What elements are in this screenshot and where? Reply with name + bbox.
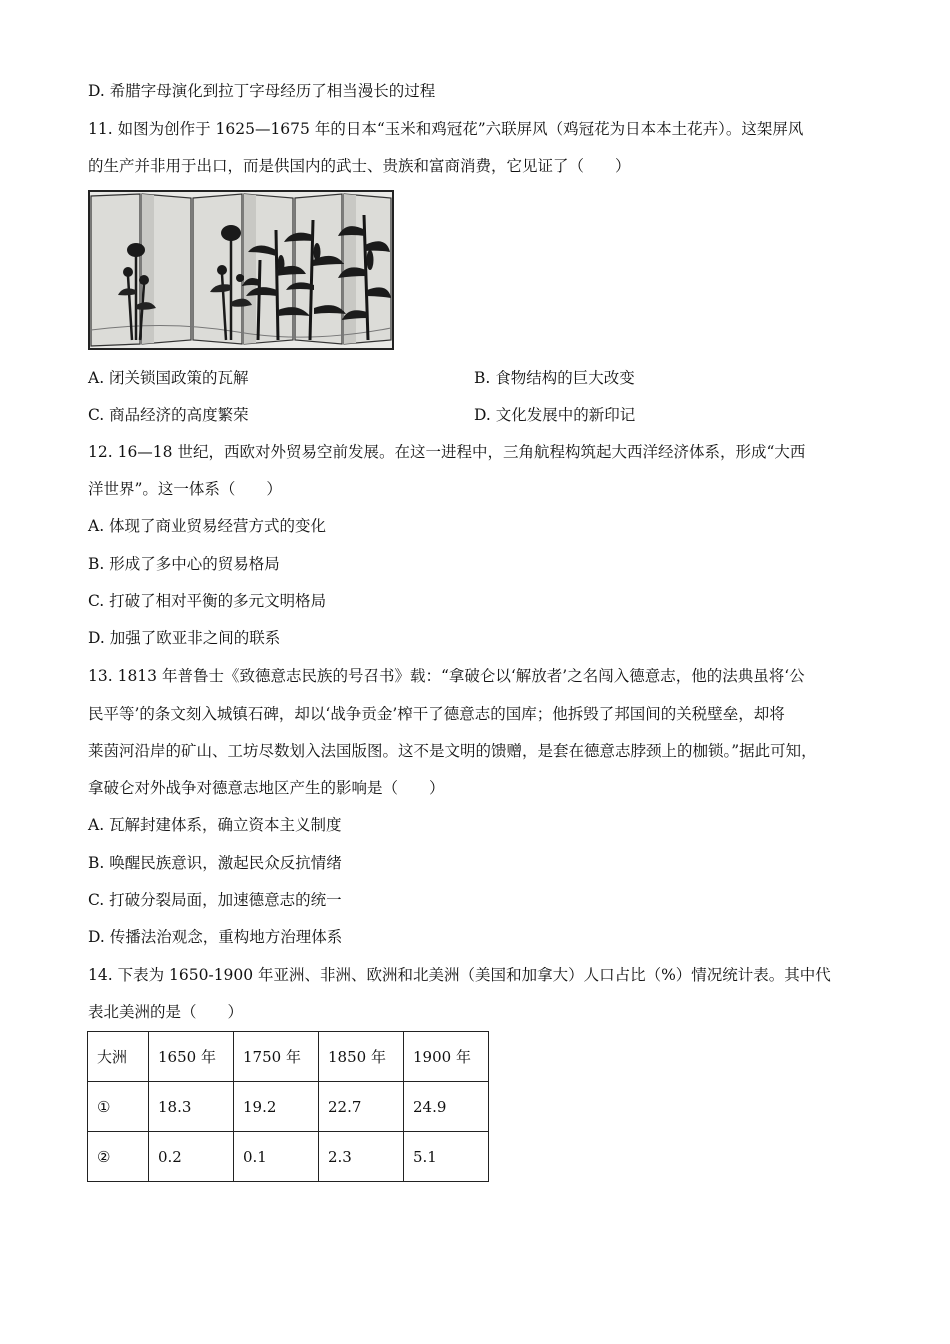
q12-stem-line-2: 洋世界”。这一体系（ ）	[88, 480, 282, 498]
table-cell: ②	[88, 1132, 149, 1182]
q13-option-d: D. 传播法治观念，重构地方治理体系	[88, 928, 343, 946]
q10-option-d: D. 希腊字母演化到拉丁字母经历了相当漫长的过程	[88, 82, 436, 100]
table-cell: 24.9	[404, 1082, 489, 1132]
population-share-table	[87, 1031, 489, 1182]
table-header-cell: 1750 年	[234, 1032, 319, 1082]
table-row	[88, 1082, 489, 1132]
q12-option-a: A. 体现了商业贸易经营方式的变化	[88, 517, 327, 535]
q13-stem-line-4: 拿破仑对外战争对德意志地区产生的影响是（ ）	[88, 779, 445, 797]
q11-stem-line-2: 的生产并非用于出口，而是供国内的武士、贵族和富商消费，它见证了（ ）	[88, 157, 631, 175]
q11-option-d: D. 文化发展中的新印记	[474, 406, 636, 424]
table-cell: 0.2	[149, 1132, 234, 1182]
table-header-cell: 1650 年	[149, 1032, 234, 1082]
q13-stem-line-2: 民平等’的条文刻入城镇石碑，却以‘战争贡金’榨干了德意志的国库；他拆毁了邦国间的关税壁垒，却将	[88, 705, 785, 723]
q12-stem-line-1: 12. 16—18 世纪，西欧对外贸易空前发展。在这一进程中，三角航程构筑起大西洋经济体系，形成“大西	[88, 443, 806, 461]
table-row	[88, 1132, 489, 1182]
q14-stem-line-1: 14. 下表为 1650-1900 年亚洲、非洲、欧洲和北美洲（美国和加拿大）人口占比（%）情况统计表。其中代	[88, 966, 831, 984]
table-cell: 0.1	[234, 1132, 319, 1182]
table-header-cell: 1900 年	[404, 1032, 489, 1082]
table-cell: 2.3	[319, 1132, 404, 1182]
table-cell: 19.2	[234, 1082, 319, 1132]
table-cell: 5.1	[404, 1132, 489, 1182]
q11-option-b: B. 食物结构的巨大改变	[474, 369, 635, 387]
q11-option-c: C. 商品经济的高度繁荣	[88, 406, 249, 424]
table-header-cell: 1850 年	[319, 1032, 404, 1082]
q11-stem-line-1: 11. 如图为创作于 1625—1675 年的日本“玉米和鸡冠花”六联屏风（鸡冠花为日本本土花卉）。这架屏风	[88, 120, 804, 138]
q13-option-b: B. 唤醒民族意识，激起民众反抗情绪	[88, 854, 342, 872]
q12-option-c: C. 打破了相对平衡的多元文明格局	[88, 592, 327, 610]
q13-stem-line-3: 莱茵河沿岸的矿山、工坊尽数划入法国版图。这不是文明的馈赠，是套在德意志脖颈上的枷锁。”据此可知，	[88, 742, 817, 760]
table-cell: 18.3	[149, 1082, 234, 1132]
folding-screen-image	[88, 190, 394, 350]
table-cell: 22.7	[319, 1082, 404, 1132]
q12-option-d: D. 加强了欧亚非之间的联系	[88, 629, 281, 647]
q13-option-a: A. 瓦解封建体系，确立资本主义制度	[88, 816, 342, 834]
q13-stem-line-1: 13. 1813 年普鲁士《致德意志民族的号召书》载：“拿破仑以‘解放者’之名闯入德意志，他的法典虽将‘公	[88, 667, 805, 685]
q14-stem-line-2: 表北美洲的是（ ）	[88, 1003, 244, 1021]
table-cell: ①	[88, 1082, 149, 1132]
q11-option-a: A. 闭关锁国政策的瓦解	[88, 369, 249, 387]
q12-option-b: B. 形成了多中心的贸易格局	[88, 555, 280, 573]
table-header-row	[88, 1032, 489, 1082]
table-header-cell: 大洲	[88, 1032, 149, 1082]
q13-option-c: C. 打破分裂局面，加速德意志的统一	[88, 891, 342, 909]
